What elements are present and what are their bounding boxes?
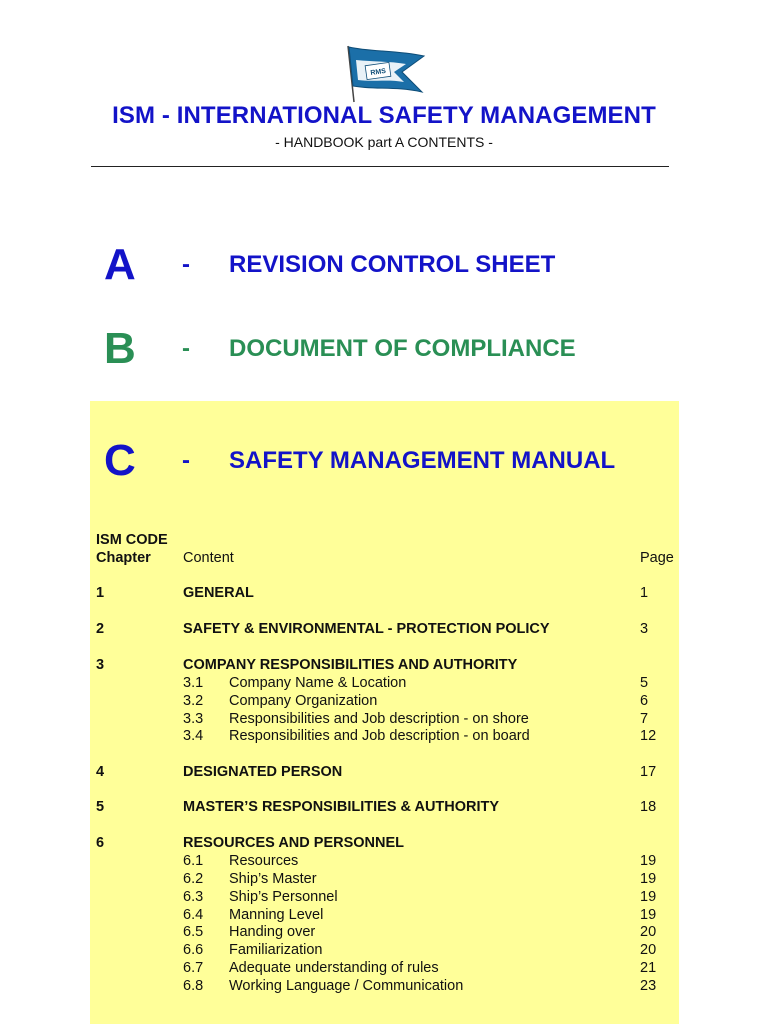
subsection-number: 6.1 [183, 853, 204, 869]
subsection-title: Company Organization [229, 693, 378, 709]
header-rule [91, 166, 669, 167]
chapter-title: RESOURCES AND PERSONNEL [183, 835, 405, 851]
page-subtitle: - HANDBOOK part A CONTENTS - [275, 134, 493, 150]
subsection-number: 6.6 [183, 942, 204, 958]
subsection-title: Ship’s Master [229, 871, 317, 887]
subsection-number: 6.5 [183, 924, 204, 940]
subsection-page: 12 [640, 728, 657, 744]
section-dash: - [182, 251, 190, 278]
toc-chapter-row[interactable] [0, 834, 768, 852]
subsection-title: Handing over [229, 924, 316, 940]
subsection-number: 3.4 [183, 728, 204, 744]
subsection-number: 3.1 [183, 675, 204, 691]
toc-subsection-row[interactable] [0, 852, 768, 870]
chapter-page: 17 [640, 764, 657, 780]
section-letter: C [104, 436, 136, 485]
subsection-number: 6.8 [183, 978, 204, 994]
section-title: SAFETY MANAGEMENT MANUAL [229, 447, 616, 474]
toc-subsection-row[interactable] [0, 959, 768, 977]
chapter-title: GENERAL [183, 585, 254, 601]
toc-subsection-row[interactable] [0, 888, 768, 906]
section-letter: B [104, 324, 136, 373]
chapter-title: COMPANY RESPONSIBILITIES AND AUTHORITY [183, 657, 518, 673]
chapter-number: 6 [96, 835, 105, 851]
toc-chapter-row[interactable] [0, 763, 768, 781]
chapter-number: 2 [96, 621, 105, 637]
subsection-number: 6.4 [183, 907, 204, 923]
subsection-number: 3.2 [183, 693, 204, 709]
section-dash: - [182, 335, 190, 362]
section-c [0, 436, 768, 486]
toc-subsection-row[interactable] [0, 674, 768, 692]
section-a [0, 240, 768, 290]
subsection-page: 7 [640, 711, 649, 727]
subsection-page: 19 [640, 889, 657, 905]
subsection-title: Company Name & Location [229, 675, 407, 691]
section-title: DOCUMENT OF COMPLIANCE [229, 335, 576, 362]
subsection-page: 19 [640, 907, 657, 923]
chapter-title: MASTER’S RESPONSIBILITIES & AUTHORITY [183, 799, 500, 815]
subsection-page: 20 [640, 924, 657, 940]
toc-subsection-row[interactable] [0, 870, 768, 888]
toc-subsection-row[interactable] [0, 710, 768, 728]
chapter-page: 1 [640, 585, 649, 601]
toc-subsection-row[interactable] [0, 977, 768, 995]
subsection-page: 21 [640, 960, 657, 976]
chapter-number: 3 [96, 657, 105, 673]
subsection-title: Manning Level [229, 907, 324, 923]
section-letter: A [104, 240, 136, 289]
company-flag-logo [340, 42, 426, 104]
toc-chapter-row[interactable] [0, 798, 768, 816]
subsection-page: 20 [640, 942, 657, 958]
chapter-title: DESIGNATED PERSON [183, 764, 343, 780]
toc-header-ism-code: ISM CODE [96, 532, 168, 548]
page-title: ISM - INTERNATIONAL SAFETY MANAGEMENT [112, 102, 656, 129]
toc-subsection-row[interactable] [0, 692, 768, 710]
chapter-title: SAFETY & ENVIRONMENTAL - PROTECTION POLICY [183, 621, 550, 637]
subsection-number: 6.3 [183, 889, 204, 905]
subsection-page: 6 [640, 693, 649, 709]
subsection-title: Adequate understanding of rules [229, 960, 439, 976]
toc-subsection-row[interactable] [0, 923, 768, 941]
subsection-title: Resources [229, 853, 299, 869]
toc-header-content: Content [183, 550, 234, 566]
subsection-number: 6.2 [183, 871, 204, 887]
subsection-page: 19 [640, 871, 657, 887]
subsection-title: Responsibilities and Job description - on shore [229, 711, 529, 727]
subsection-number: 6.7 [183, 960, 204, 976]
subsection-title: Responsibilities and Job description - on board [229, 728, 530, 744]
subsection-title: Ship’s Personnel [229, 889, 338, 905]
subsection-title: Familiarization [229, 942, 323, 958]
subsection-title: Working Language / Communication [229, 978, 464, 994]
section-b [0, 324, 768, 374]
toc-header-page: Page [640, 550, 674, 566]
toc-chapter-row[interactable] [0, 584, 768, 602]
toc-header-chapter: Chapter [96, 550, 151, 566]
chapter-number: 5 [96, 799, 105, 815]
logo-text: RMS [370, 67, 387, 78]
toc-subsection-row[interactable] [0, 906, 768, 924]
chapter-page: 3 [640, 621, 649, 637]
subsection-page: 5 [640, 675, 649, 691]
section-title: REVISION CONTROL SHEET [229, 251, 556, 278]
subsection-page: 23 [640, 978, 657, 994]
toc-header-row [0, 549, 768, 567]
toc-subsection-row[interactable] [0, 941, 768, 959]
toc-header-row [0, 531, 768, 549]
chapter-number: 4 [96, 764, 105, 780]
toc-chapter-row[interactable] [0, 620, 768, 638]
toc-chapter-row[interactable] [0, 656, 768, 674]
subsection-number: 3.3 [183, 711, 204, 727]
chapter-page: 18 [640, 799, 657, 815]
chapter-number: 1 [96, 585, 105, 601]
subsection-page: 19 [640, 853, 657, 869]
section-dash: - [182, 447, 190, 474]
toc-subsection-row[interactable] [0, 727, 768, 745]
